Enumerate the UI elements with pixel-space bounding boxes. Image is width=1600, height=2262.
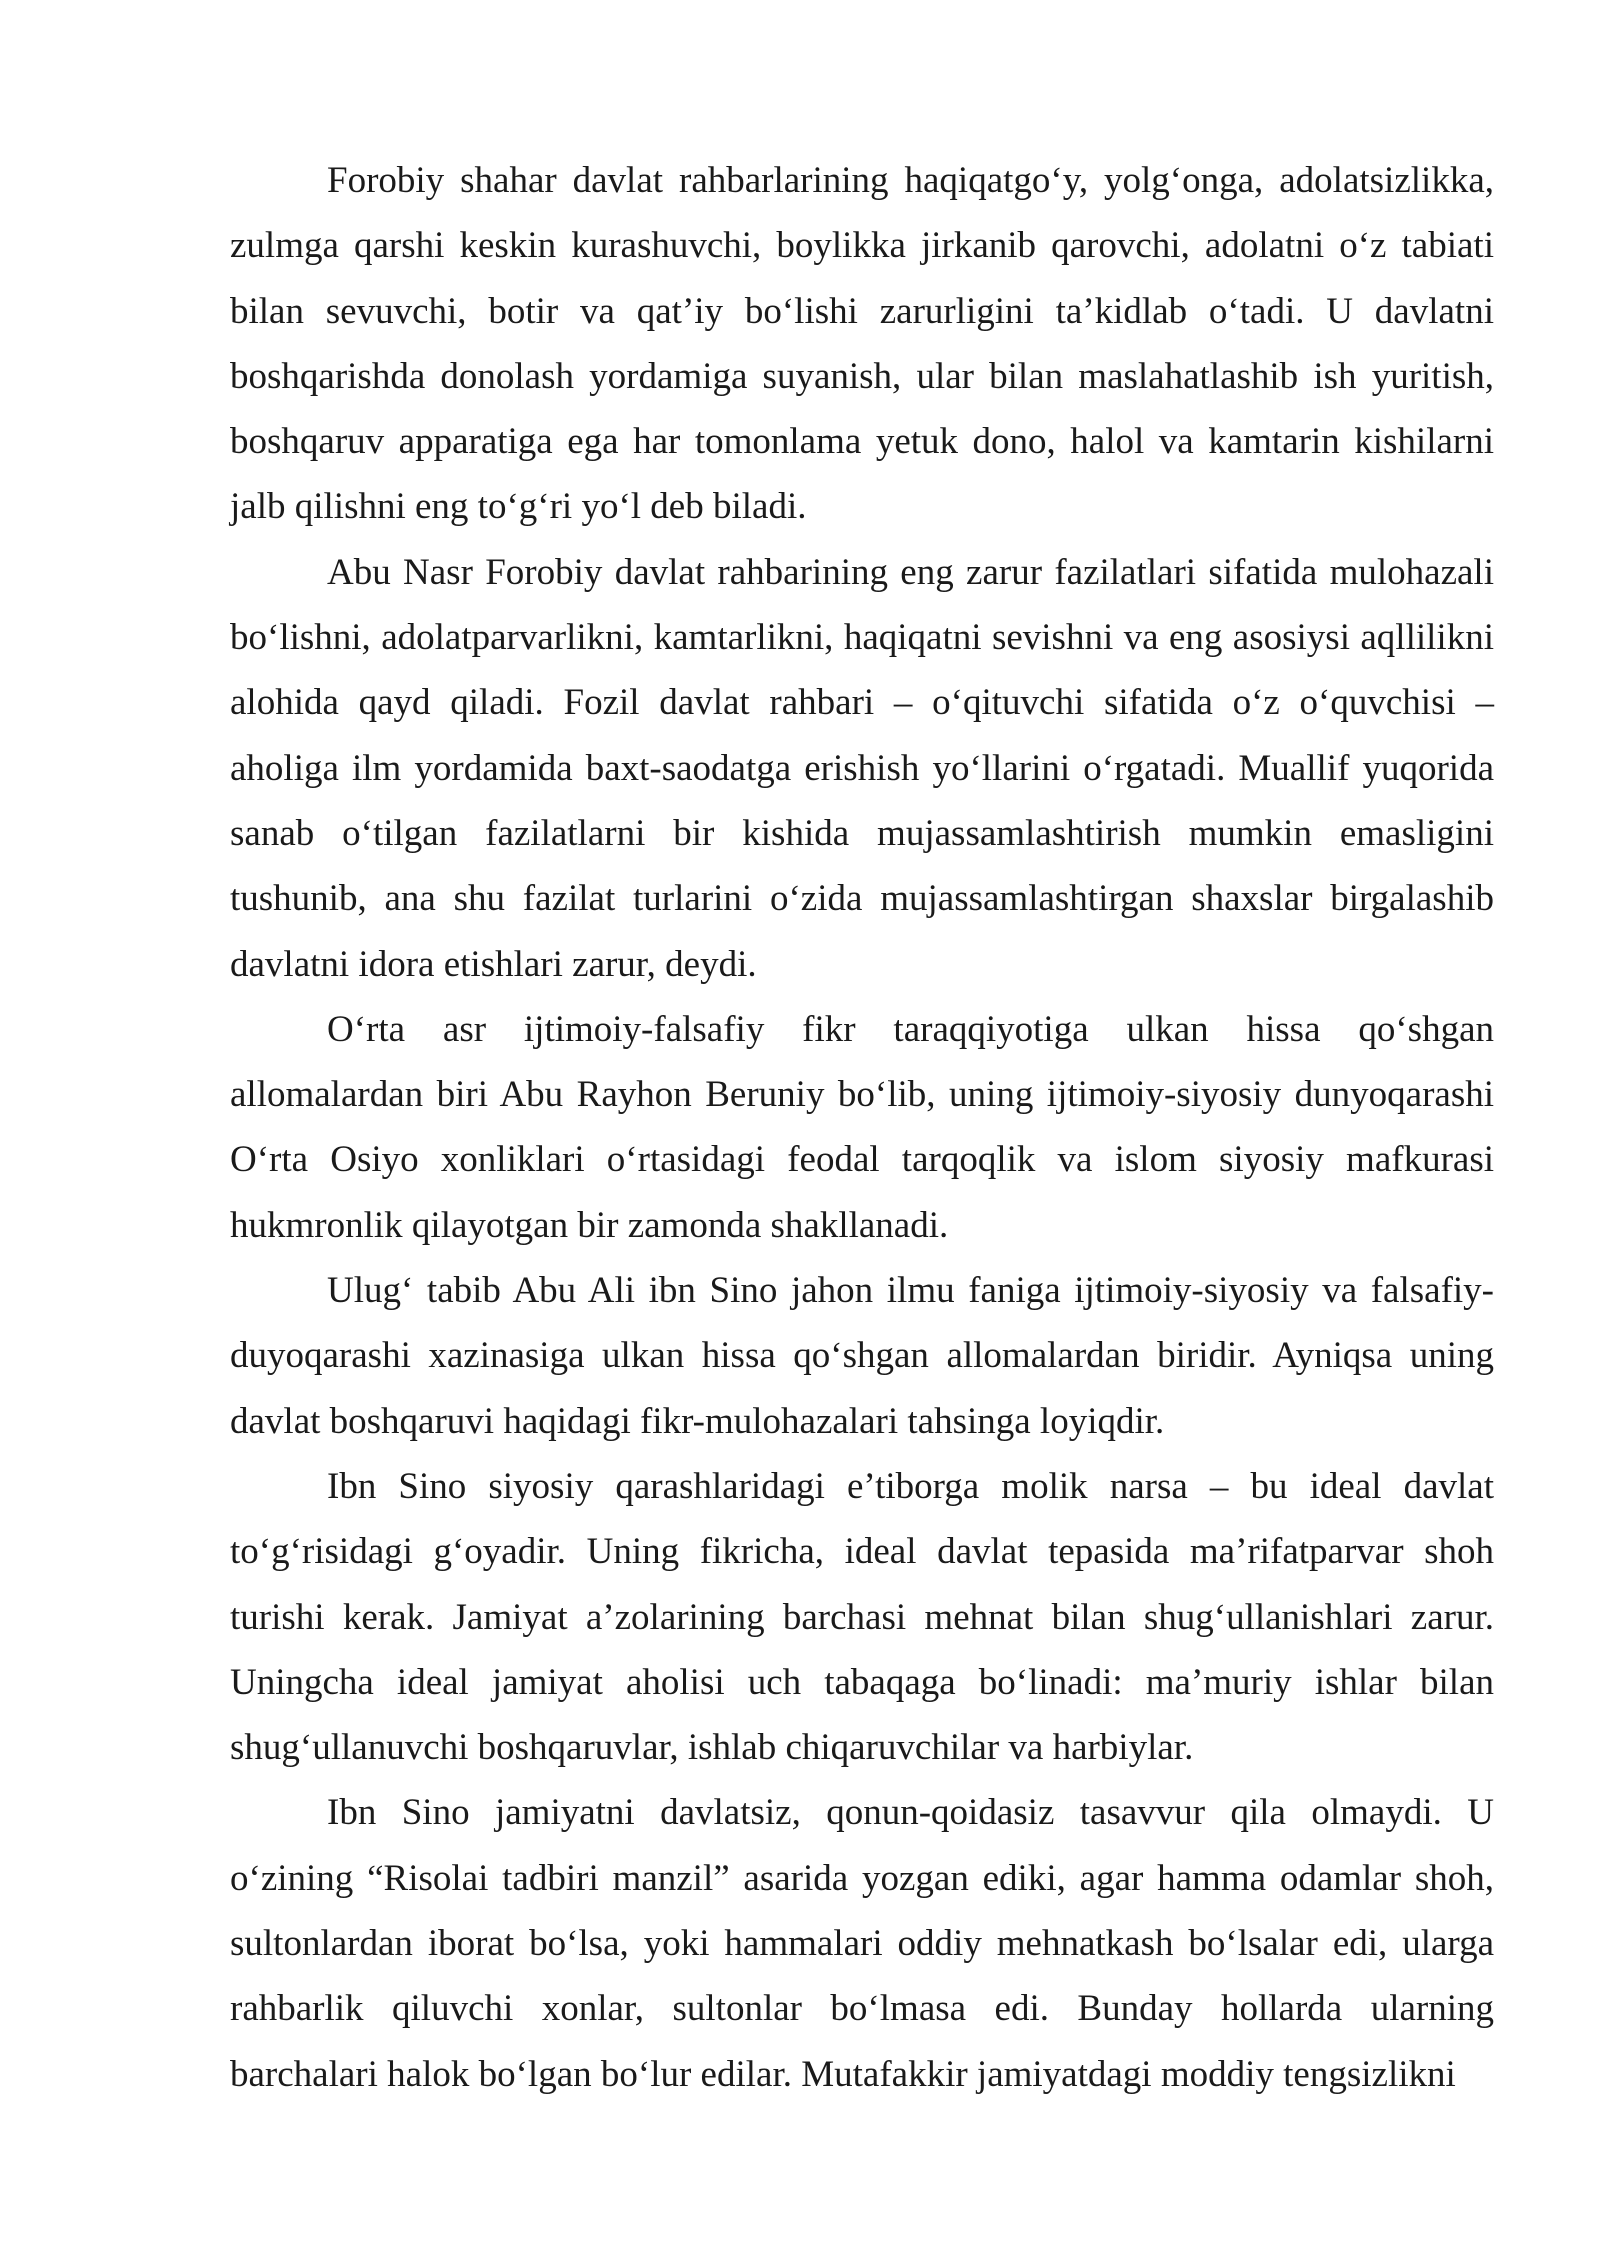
paragraph-6: Ibn Sino jamiyatni davlatsiz, qonun-qoidasiz tasavvur qila olmaydi. U o‘zining “Risolai tadbiri manzil” asarida yozgan ediki, agar hamma odamlar shoh, sultonlardan iborat bo‘lsa, yoki hammalari oddiy mehnatkash bo‘lsalar edi, ularga rahbarlik qiluvchi xonlar, sultonlar bo‘lmasa edi. Bunday hollarda ularning barchalari halok bo‘lgan bo‘lur edilar. Mutafakkir jamiyatdagi moddiy tengsizlikni	[230, 1792, 1494, 2095]
paragraph-1: Forobiy shahar davlat rahbarlarining haqiqatgo‘y, yolg‘onga, adolatsizlikka, zulmga qarshi keskin kurashuvchi, boylikka jirkanib qarovchi, adolatni o‘z tabiati bilan sevuvchi, botir va qat’iy bo‘lishi zarurligini ta’kidlab o‘tadi. U davlatni boshqarishda donolash yordamiga suyanish, ular bilan maslahatlashib ish yuritish, boshqaruv apparatiga ega har tomonlama yetuk dono, halol va kamtarin kishilarni jalb qilishni eng to‘g‘ri yo‘l deb biladi.	[230, 160, 1494, 528]
paragraph-2: Abu Nasr Forobiy davlat rahbarining eng zarur fazilatlari sifatida mulohazali bo‘lishni, adolatparvarlikni, kamtarlikni, haqiqatni sevishni va eng asosiysi aqllilikni alohida qayd qiladi. Fozil davlat rahbari – o‘qituvchi sifatida o‘z o‘quvchisi – aholiga ilm yordamida baxt-saodatga erishish yo‘llarini o‘rgatadi. Muallif yuqorida sanab o‘tilgan fazilatlarni bir kishida mujassamlashtirish mumkin emasligini tushunib, ana shu fazilat turlarini o‘zida mujassamlashtirgan shaxslar birgalashib davlatni idora etishlari zarur, deydi.	[230, 551, 1494, 985]
paragraph-4: Ulug‘ tabib Abu Ali ibn Sino jahon ilmu faniga ijtimoiy-siyosiy va falsafiy-duyoqarashi xazinasiga ulkan hissa qo‘shgan allomalardan biridir. Ayniqsa uning davlat boshqaruvi haqidagi fikr-mulohazalari tahsinga loyiqdir.	[230, 1270, 1494, 1442]
document-page	[230, 148, 1494, 2107]
paragraph-5: Ibn Sino siyosiy qarashlaridagi e’tiborga molik narsa – bu ideal davlat to‘g‘risidagi g‘oyadir. Uning fikricha, ideal davlat tepasida ma’rifatparvar shoh turishi kerak. Jamiyat a’zolarining barchasi mehnat bilan shug‘ullanishlari zarur. Uningcha ideal jamiyat aholisi uch tabaqaga bo‘linadi: ma’muriy ishlar bilan shug‘ullanuvchi boshqaruvlar, ishlab chiqaruvchilar va harbiylar.	[230, 1465, 1494, 1769]
paragraph-3: O‘rta asr ijtimoiy-falsafiy fikr taraqqiyotiga ulkan hissa qo‘shgan allomalardan biri Abu Rayhon Beruniy bo‘lib, uning ijtimoiy-siyosiy dunyoqarashi O‘rta Osiyo xonliklari o‘rtasidagi feodal tarqoqlik va islom siyosiy mafkurasi hukmronlik qilayotgan bir zamonda shakllanadi.	[230, 1008, 1494, 1246]
